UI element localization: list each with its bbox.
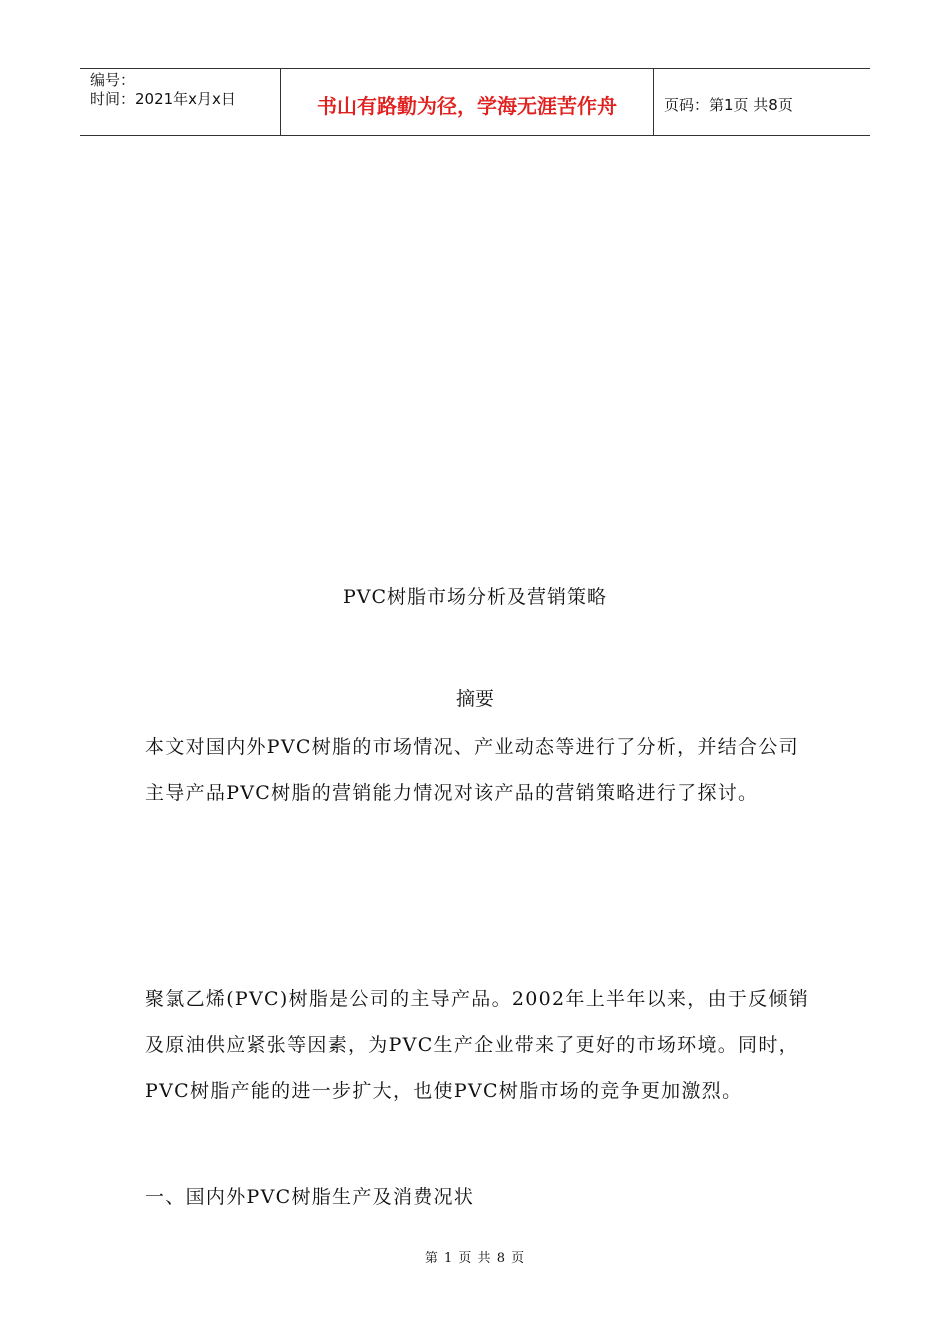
section-heading: 一、国内外PVC树脂生产及消费况状 bbox=[145, 1186, 475, 1208]
page-footer: 第 1 页 共 8 页 bbox=[424, 1251, 526, 1266]
header-motto: 书山有路勤为径，学海无涯苦作舟 bbox=[281, 69, 654, 135]
document-number-label: 编号： bbox=[90, 71, 136, 89]
intro-paragraph: 聚氯乙烯(PVC)树脂是公司的主导产品。2002年上半年以来，由于反倾销及原油供应紧张等因素，为PVC生产企业带来了更好的市场环境。同时，PVC树脂产能的进一步扩大，也使PVC树脂市场的竞争更加激烈。 bbox=[145, 988, 810, 1102]
document-time-label: 时间：2021年x月x日 bbox=[90, 90, 236, 108]
abstract-heading: 摘要 bbox=[455, 688, 494, 710]
abstract-paragraph: 本文对国内外PVC树脂的市场情况、产业动态等进行了分析，并结合公司主导产品PVC树脂的营销能力情况对该产品的营销策略进行了探讨。 bbox=[145, 736, 799, 804]
document-title: PVC树脂市场分析及营销策略 bbox=[342, 586, 608, 608]
page-header bbox=[80, 68, 870, 136]
header-page-info: 页码：第1页 共8页 bbox=[664, 95, 793, 114]
header-meta bbox=[80, 69, 281, 135]
